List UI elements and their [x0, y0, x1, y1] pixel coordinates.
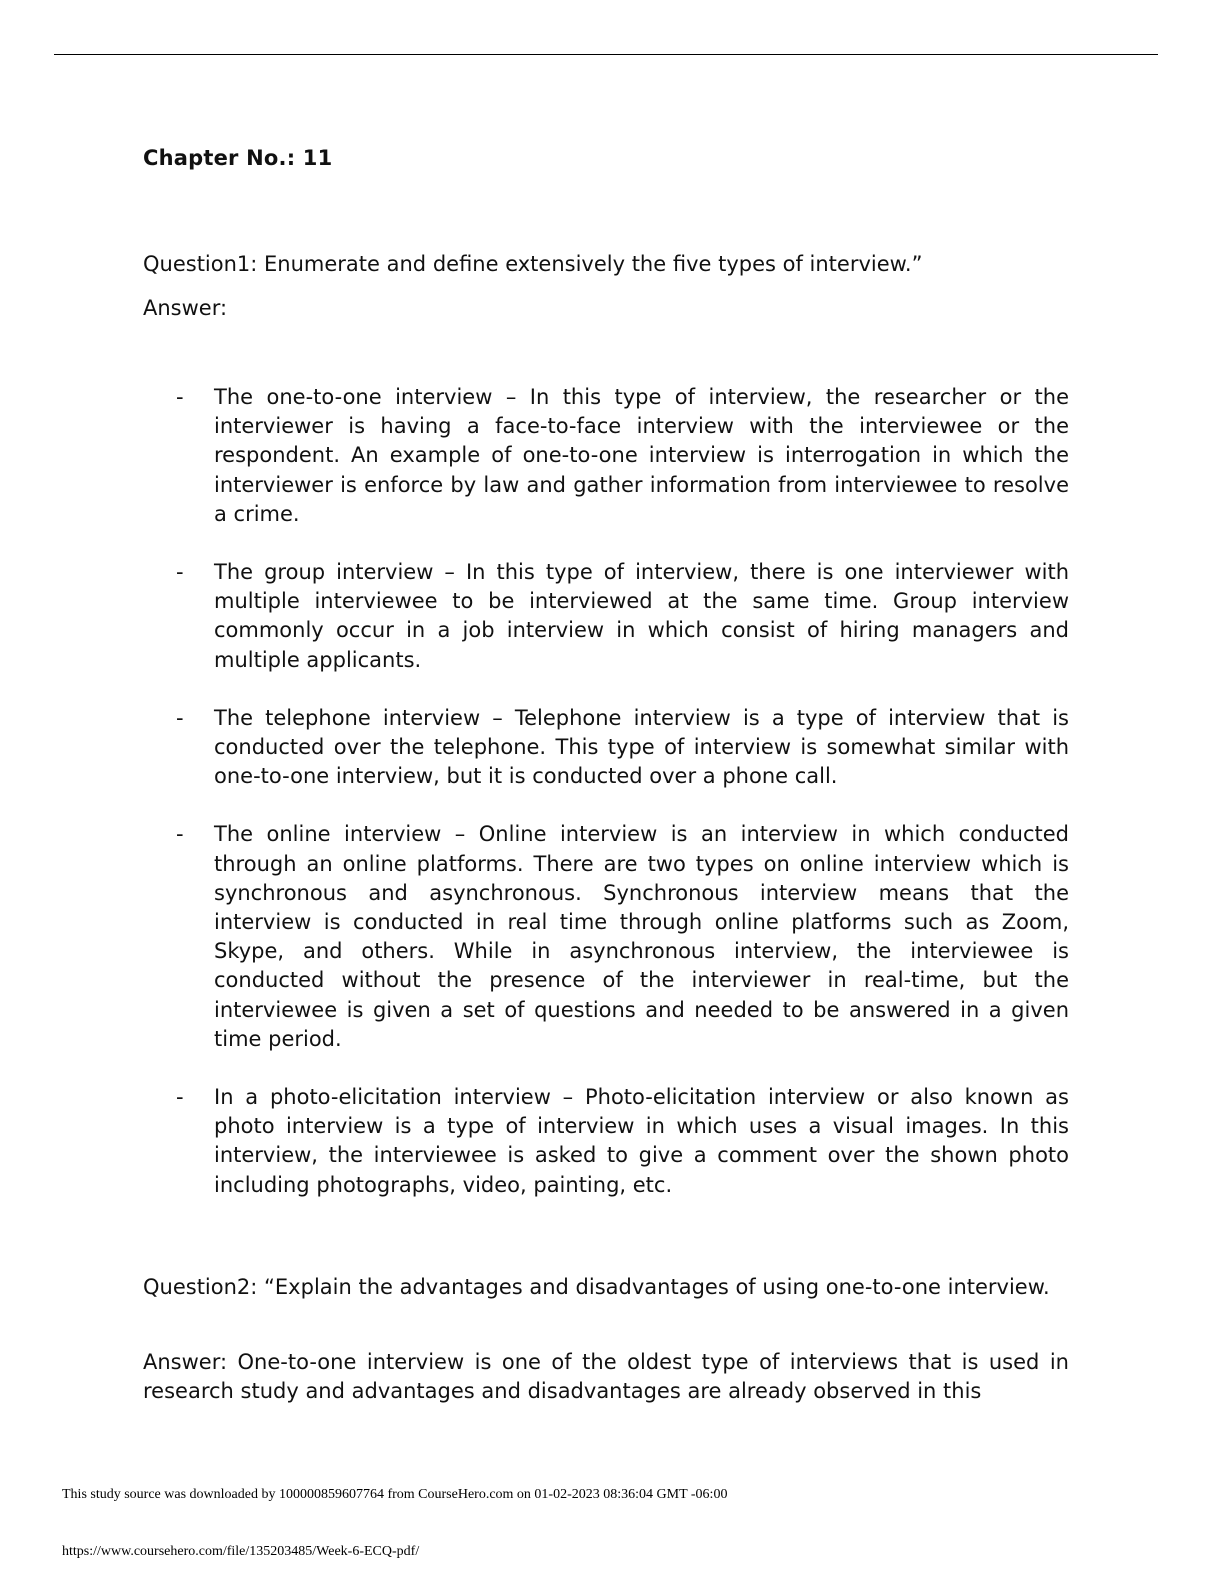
list-item-text: In a photo-elicitation interview – Photo-elicitation interview or also known as photo interview is a type of interview in which uses a visual images. In this interview, the interviewee is asked to give a comment over the shown photo including photographs, video, painting, etc. [214, 1085, 1069, 1197]
list-item-text: The telephone interview – Telephone interview is a type of interview that is conducted over the telephone. This type of interview is somewhat similar with one-to-one interview, but it is conducted over a phone call. [214, 705, 1069, 789]
question-1: Question1: Enumerate and define extensively the five types of interview.” [143, 252, 923, 276]
source-url: https://www.coursehero.com/file/135203485/Week-6-ECQ-pdf/ [62, 1544, 420, 1559]
list-item [143, 704, 1069, 792]
list-item [143, 1083, 1069, 1200]
dash-bullet: - [176, 705, 184, 730]
list-item-text: The group interview – In this type of interview, there is one interviewer with multiple interviewee to be interviewed at the same time. Group interview commonly occur in a job interview in which consist of hiring managers and multiple applicants. [214, 560, 1069, 672]
download-source-note: This study source was downloaded by 100000859607764 from CourseHero.com on 01-02-2023 08:36:04 GMT -06:00 [62, 1487, 728, 1502]
dash-bullet: - [176, 560, 184, 585]
list-item-text: The one-to-one interview – In this type of interview, the researcher or the interviewer is having a face-to-face interview with the interviewee or the respondent. An example of one-to-one interview is interrogation in which the interviewer is enforce by law and gather information from interviewee to resolve a crime. [214, 385, 1069, 526]
top-divider [54, 54, 1158, 55]
answer-2: Answer: One-to-one interview is one of the oldest type of interviews that is used in research study and advantages and disadvantages are already observed in this [143, 1350, 1069, 1403]
list-item [143, 820, 1069, 1054]
list-item [143, 558, 1069, 675]
answer-1-label: Answer: [143, 296, 228, 320]
dash-bullet: - [176, 385, 184, 409]
dash-bullet: - [176, 1085, 184, 1110]
list-item-text: The online interview – Online interview is an interview in which conducted through an online platforms. There are two types on online interview which is synchronous and asynchronous. Synchronous interview means that the interview is conducted in real time through online platforms such as Zoom, Skype, and others. While in asynchronous interview, the interviewee is conducted without the presence of the interviewer in real-time, but the interviewee is given a set of questions and needed to be answered in a given time period. [214, 822, 1069, 1051]
interview-types-list [143, 383, 1069, 1229]
chapter-title: Chapter No.: 11 [143, 146, 333, 170]
dash-bullet: - [176, 822, 184, 847]
list-item [143, 383, 1069, 529]
question-2: Question2: “Explain the advantages and disadvantages of using one-to-one interview. [143, 1275, 1050, 1299]
